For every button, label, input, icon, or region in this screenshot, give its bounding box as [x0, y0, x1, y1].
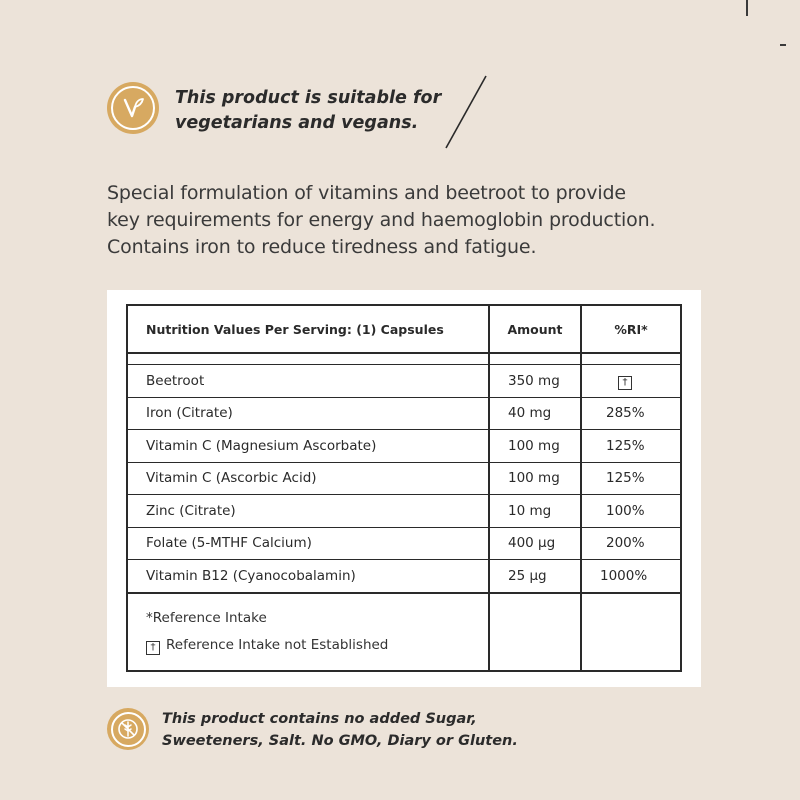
nutrition-card: [107, 290, 701, 687]
ingredient-name: Vitamin C (Ascorbic Acid): [127, 462, 489, 495]
dagger-box: †: [146, 641, 160, 655]
table-row: [127, 495, 681, 528]
ingredient-ri: 200%: [581, 527, 681, 560]
nutrition-table: [126, 304, 682, 672]
footnote-reference-intake: *Reference Intake: [146, 609, 267, 626]
dagger-box: †: [618, 376, 632, 390]
ingredient-ri: 100%: [581, 495, 681, 528]
ingredient-ri: 125%: [581, 430, 681, 463]
ingredient-amount: 400 µg: [489, 527, 581, 560]
ingredient-ri: [581, 365, 681, 398]
ingredient-amount: 100 mg: [489, 462, 581, 495]
table-footnotes-row: [127, 593, 681, 671]
table-row: [127, 430, 681, 463]
footnotes: [127, 593, 489, 671]
description-line-3: Contains iron to reduce tiredness and fatigue.: [107, 236, 537, 258]
table-row: [127, 462, 681, 495]
description-line-2: key requirements for energy and haemoglobin production.: [107, 209, 656, 231]
header-amount: Amount: [489, 305, 581, 353]
footnote-not-established-text: Reference Intake not Established: [166, 636, 389, 653]
free-from-line-2: Sweeteners, Salt. No GMO, Diary or Gluten.: [162, 733, 518, 749]
header-nutrition-values: Nutrition Values Per Serving: (1) Capsules: [127, 305, 489, 353]
table-row: [127, 527, 681, 560]
table-header-row: [127, 305, 681, 353]
table-row: [127, 397, 681, 430]
footnote-empty-cell: [489, 593, 581, 671]
table-row: [127, 365, 681, 398]
vegan-notice-line-2: vegetarians and vegans.: [175, 113, 419, 133]
product-description: [107, 180, 717, 261]
ingredient-name: Iron (Citrate): [127, 397, 489, 430]
ingredient-ri: 125%: [581, 462, 681, 495]
ingredient-amount: 25 µg: [489, 560, 581, 593]
footnote-empty-cell: [581, 593, 681, 671]
vegan-notice-line-1: This product is suitable for: [175, 88, 442, 108]
vegan-notice-text: [175, 86, 441, 136]
ingredient-name: Zinc (Citrate): [127, 495, 489, 528]
ingredient-amount: 350 mg: [489, 365, 581, 398]
table-spacer: [127, 353, 681, 365]
divider-slash: [440, 74, 490, 154]
ingredient-ri: 1000%: [581, 560, 681, 593]
ingredient-amount: 100 mg: [489, 430, 581, 463]
description-line-1: Special formulation of vitamins and beetroot to provide: [107, 182, 626, 204]
ingredient-name: Vitamin B12 (Cyanocobalamin): [127, 560, 489, 593]
free-from-text: [162, 708, 518, 752]
edge-mark-horizontal: [780, 44, 786, 46]
table-row: [127, 560, 681, 593]
ingredient-name: Beetroot: [127, 365, 489, 398]
free-from-notice: [107, 706, 587, 756]
free-from-line-1: This product contains no added Sugar,: [162, 711, 477, 727]
footnote-not-established: [146, 632, 488, 659]
ingredient-name: Vitamin C (Magnesium Ascorbate): [127, 430, 489, 463]
ingredient-amount: 40 mg: [489, 397, 581, 430]
header-ri: %RI*: [581, 305, 681, 353]
no-sugar-gluten-icon: [107, 708, 149, 750]
ingredient-name: Folate (5-MTHF Calcium): [127, 527, 489, 560]
ingredient-amount: 10 mg: [489, 495, 581, 528]
edge-mark-vertical: [746, 0, 748, 16]
vegan-leaf-icon: [107, 82, 159, 134]
ingredient-ri: 285%: [581, 397, 681, 430]
